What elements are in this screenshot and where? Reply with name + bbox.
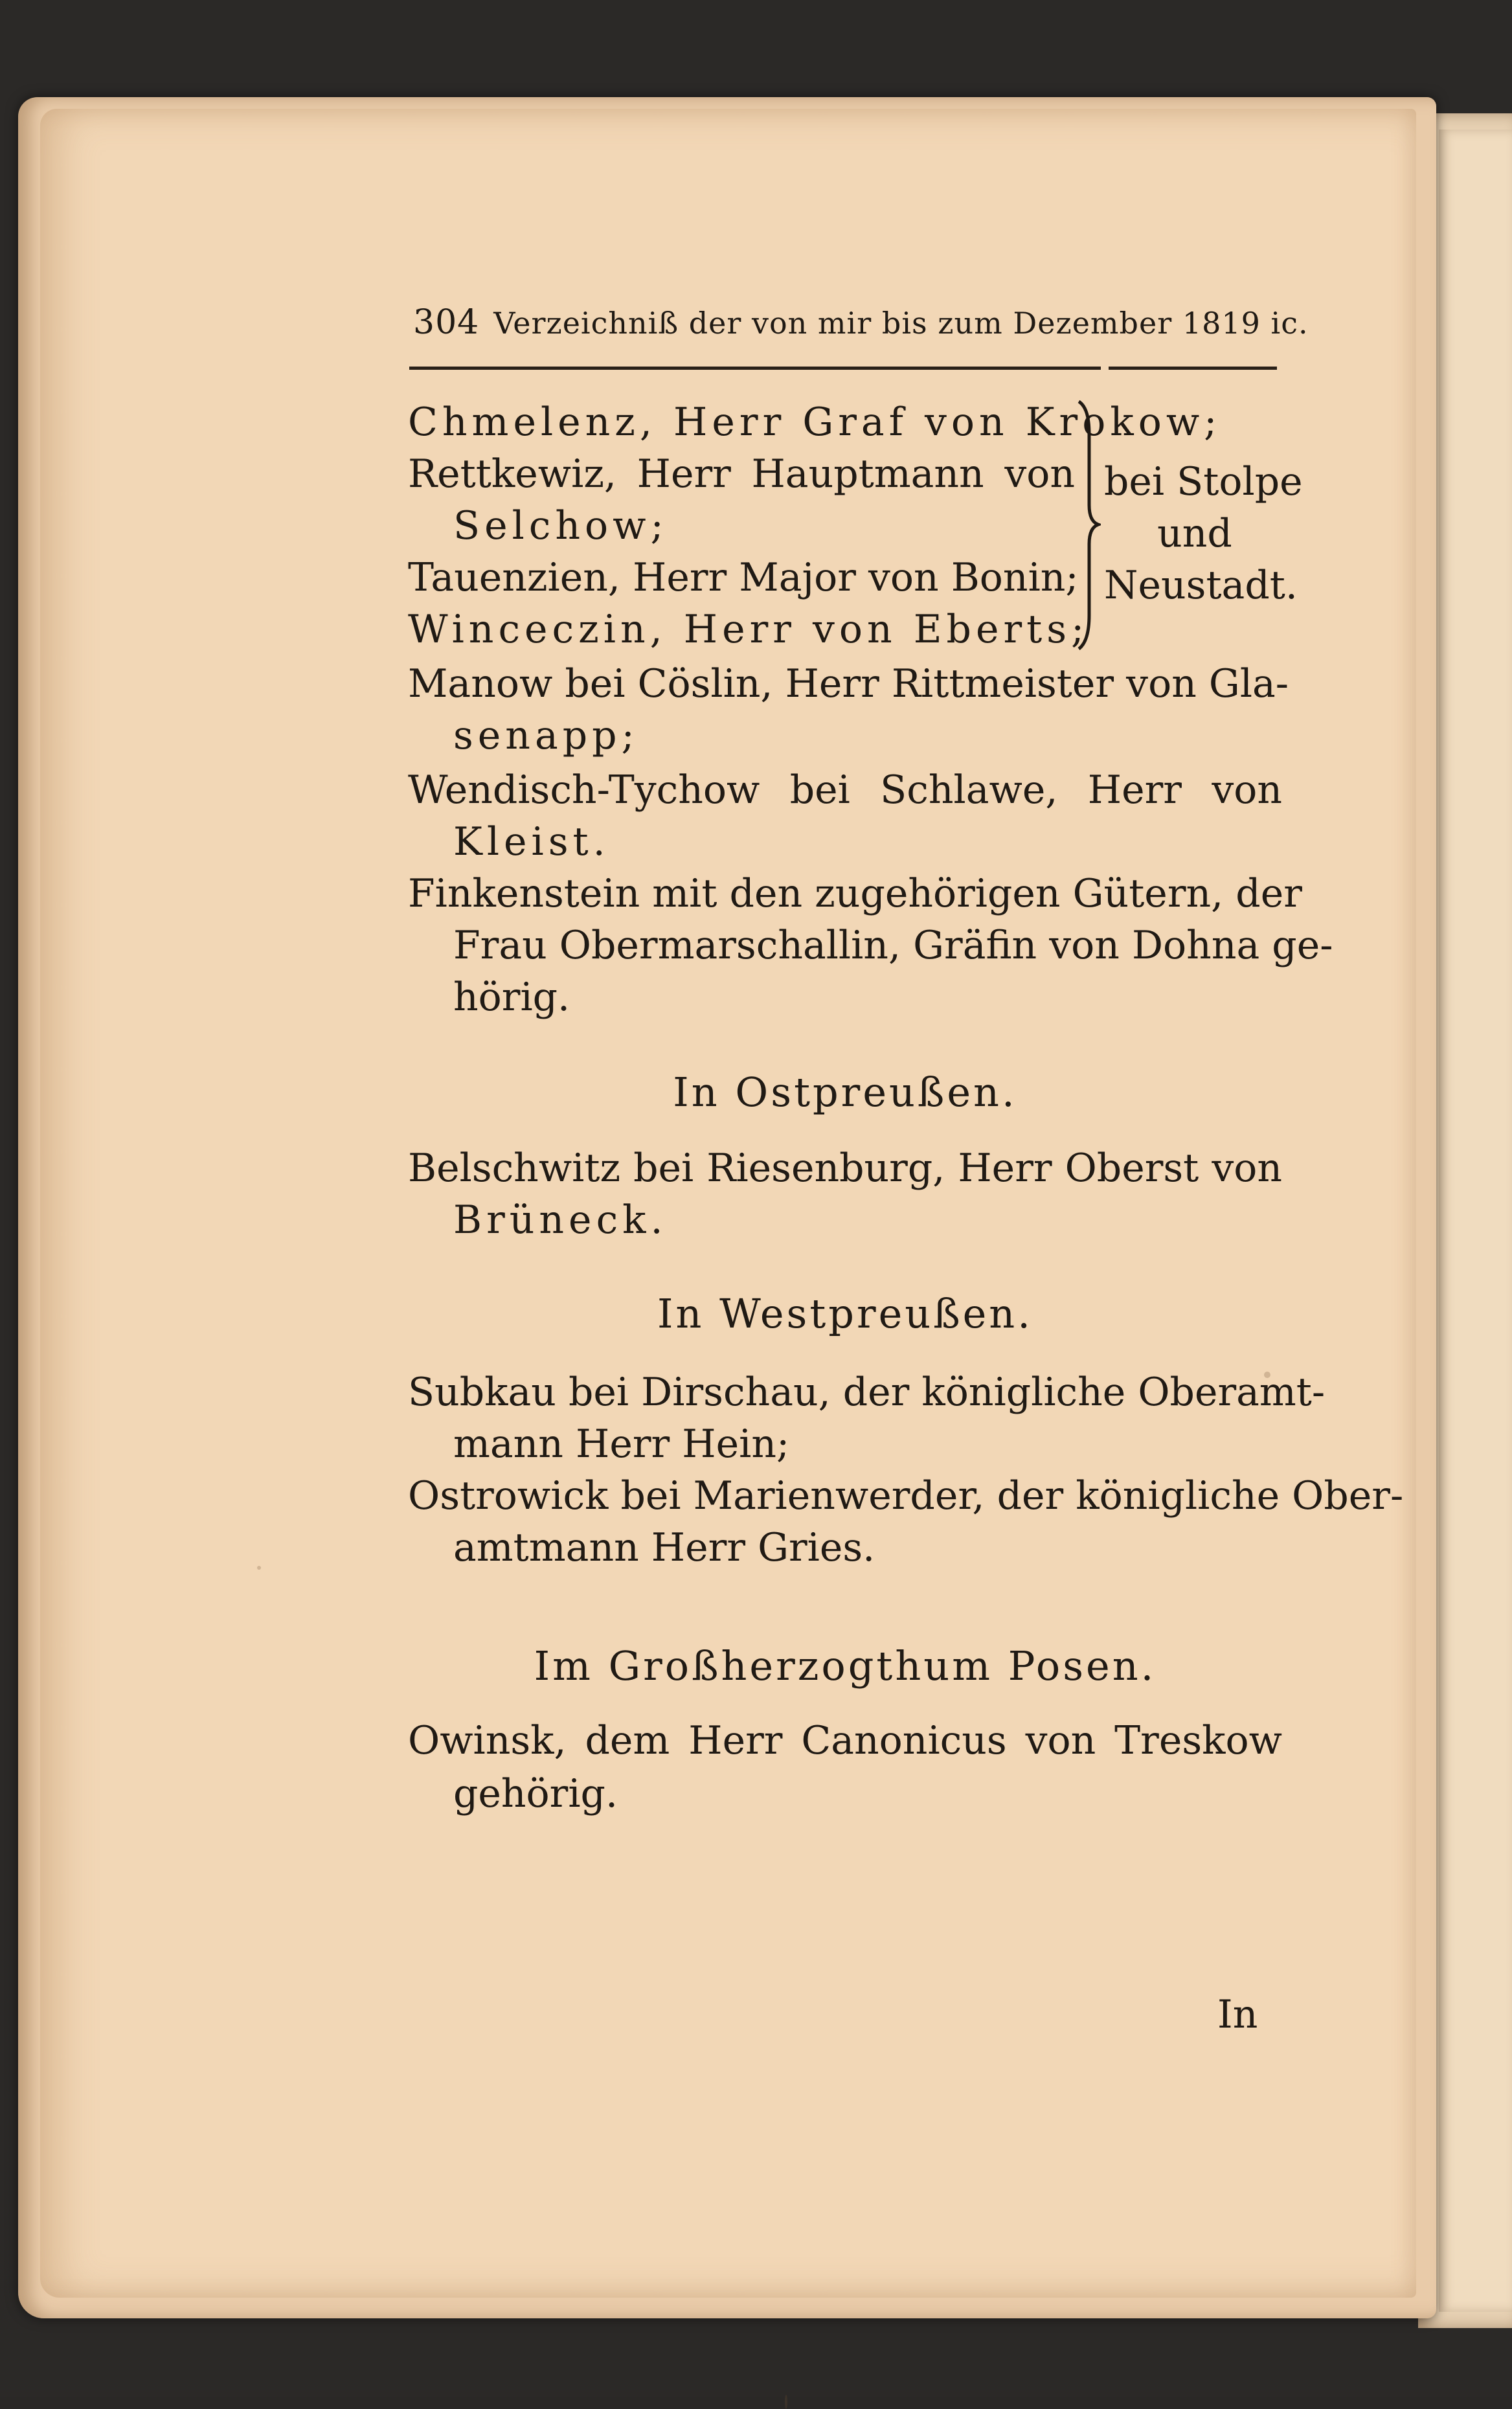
- entry-line: hörig.: [453, 975, 570, 1020]
- header-rule-end: [1109, 367, 1277, 370]
- entry-line: Ostrowick bei Marienwerder, der königliche Ober-: [408, 1473, 1404, 1519]
- entry-line: Selchow;: [453, 503, 668, 549]
- entry-line: Winceczin, Herr von Eberts;: [408, 607, 1089, 652]
- section-heading-posen: Im Großherzogthum Posen.: [534, 1642, 1157, 1690]
- entry-line: Chmelenz, Herr Graf von Krokow;: [408, 400, 1222, 445]
- entry-line: Brüneck.: [453, 1197, 668, 1243]
- entry-line: Owinsk, dem Herr Canonicus von Treskow: [408, 1718, 1282, 1763]
- entry-line: Tauenzien, Herr Major von Bonin;: [408, 555, 1079, 600]
- entry-line: Rettkewiz, Herr Hauptmann von: [408, 451, 1075, 497]
- entry-line: senapp;: [453, 713, 639, 758]
- catchword: In: [1217, 1992, 1258, 2037]
- entry-line: Frau Obermarschallin, Gräfin von Dohna ge-: [453, 923, 1333, 968]
- entry-line: gehörig.: [453, 1771, 618, 1816]
- entry-line: Manow bei Cöslin, Herr Rittmeister von Gla-: [408, 661, 1289, 707]
- paper-spot: [785, 2395, 787, 2409]
- brace-note-line: bei Stolpe: [1104, 459, 1303, 504]
- entry-line: mann Herr Hein;: [453, 1421, 790, 1467]
- section-heading-ostpreussen: In Ostpreußen.: [673, 1069, 1017, 1116]
- entry-line: amtmann Herr Gries.: [453, 1525, 875, 1570]
- entry-line: Belschwitz bei Riesenburg, Herr Oberst von: [408, 1146, 1282, 1191]
- brace-symbol: [1075, 395, 1101, 654]
- entry-line: Kleist.: [453, 819, 610, 865]
- running-head: [413, 303, 1309, 342]
- entry-line: Subkau bei Dirschau, der königliche Oberamt-: [408, 1370, 1326, 1415]
- brace-note-line: Neustadt.: [1104, 563, 1298, 608]
- entry-line: Wendisch-Tychow bei Schlawe, Herr von: [408, 767, 1282, 813]
- page-number: 304: [413, 303, 480, 342]
- header-rule: [409, 367, 1101, 370]
- brace-note-line: und: [1157, 511, 1232, 556]
- running-head-title: Verzeichniß der von mir bis zum Dezember 1819 ic.: [493, 306, 1309, 341]
- paper-spot: [257, 1566, 261, 1570]
- entry-line: Finkenstein mit den zugehörigen Gütern, der: [408, 871, 1302, 916]
- section-heading-westpreussen: In Westpreußen.: [657, 1290, 1033, 1337]
- facing-page: [1439, 130, 1512, 2312]
